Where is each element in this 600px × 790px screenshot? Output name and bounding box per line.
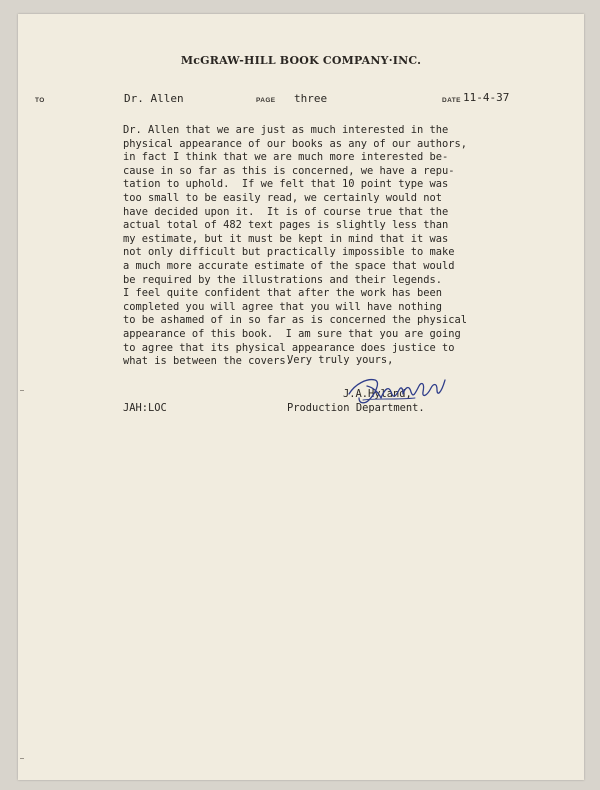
handwritten-signature	[345, 364, 455, 414]
body-line: cause in so far as this is concerned, we have a repu-	[123, 164, 455, 177]
body-line: what is between the covers.	[123, 355, 292, 368]
signer-department: Production Department.	[287, 402, 425, 414]
date-label: DATE	[442, 97, 461, 104]
date-value: 11-4-37	[463, 91, 510, 104]
body-line: completed you will agree that you will have nothing	[123, 300, 443, 313]
body-line: physical appearance of our books as any of our authors,	[123, 137, 468, 150]
to-value: Dr. Allen	[124, 92, 184, 105]
body-line: my estimate, but it must be kept in mind that it was	[123, 232, 449, 245]
page-label: PAGE	[256, 97, 276, 104]
body-line: to agree that its physical appearance does justice to	[123, 341, 455, 354]
typist-initials: JAH:LOC	[123, 402, 167, 414]
closing-salutation: Very truly yours,	[287, 354, 394, 366]
fold-mark	[20, 758, 24, 759]
body-line: appearance of this book. I am sure that you are going	[123, 327, 461, 340]
body-line: not only difficult but practically impossible to make	[123, 246, 455, 259]
signer-name: J.A.Hyland,	[343, 388, 412, 400]
body-line: I feel quite confident that after the work has been	[123, 287, 443, 300]
to-label: TO	[35, 97, 45, 104]
body-line: in fact I think that we are much more interested be-	[123, 151, 449, 164]
body-line: actual total of 482 text pages is slightly less than	[123, 219, 449, 232]
letterhead: McGRAW-HILL BOOK COMPANY·INC.	[180, 54, 422, 67]
body-line: Dr. Allen that we are just as much interested in the	[123, 124, 449, 136]
body-line: be required by the illustrations and their legends.	[123, 273, 443, 286]
body-line: to be ashamed of in so far as is concerned the physical	[123, 314, 468, 327]
body-line: have decided upon it. It is of course true that the	[123, 205, 449, 218]
letter-page	[18, 14, 584, 780]
letter-body	[123, 124, 467, 369]
body-line: too small to be easily read, we certainly would not	[123, 191, 443, 204]
body-line: tation to uphold. If we felt that 10 point type was	[123, 178, 449, 191]
page-value: three	[294, 92, 328, 105]
fold-mark	[20, 390, 24, 391]
body-line: a much more accurate estimate of the space that would	[123, 259, 455, 272]
